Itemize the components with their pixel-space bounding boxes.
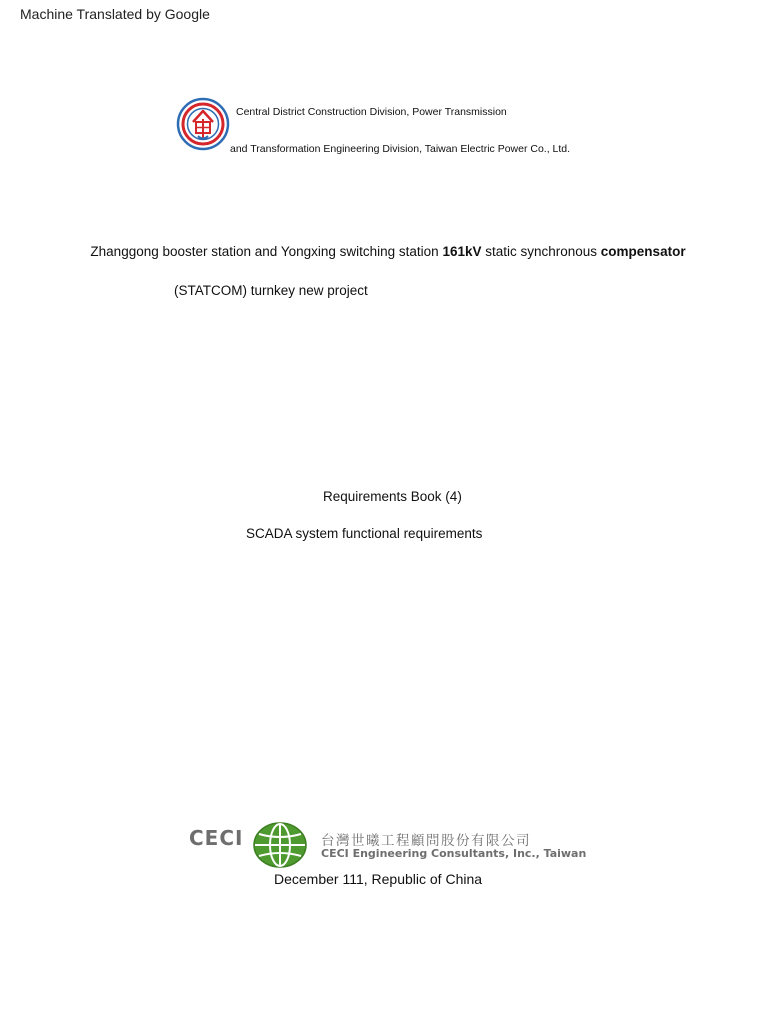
- document-date: December 111, Republic of China: [274, 871, 483, 887]
- consultant-name-chinese: 台灣世曦工程顧問股份有限公司: [321, 833, 531, 849]
- title-voltage: 161kV: [442, 244, 482, 259]
- project-title-line-2: (STATCOM) turnkey new project: [174, 283, 368, 298]
- taipower-logo-icon: [176, 97, 230, 151]
- ceci-globe-logo-icon: [252, 821, 308, 869]
- title-segment: static synchronous: [481, 244, 601, 259]
- requirements-book-label: Requirements Book (4): [323, 489, 462, 504]
- consultant-name-english: CECI Engineering Consultants, Inc., Taiwan: [321, 847, 587, 860]
- title-compensator: compensator: [600, 244, 686, 259]
- ceci-wordmark: CECI: [189, 826, 244, 850]
- organization-line-1: Central District Construction Division, Power Transmission: [236, 106, 507, 118]
- title-segment: Zhanggong booster station and Yongxing switching station: [90, 244, 443, 259]
- project-title-line-1: [0, 244, 768, 259]
- organization-line-2: and Transformation Engineering Division, Taiwan Electric Power Co., Ltd.: [230, 143, 571, 155]
- requirements-subject: SCADA system functional requirements: [246, 526, 483, 541]
- machine-translation-banner: Machine Translated by Google: [20, 6, 210, 22]
